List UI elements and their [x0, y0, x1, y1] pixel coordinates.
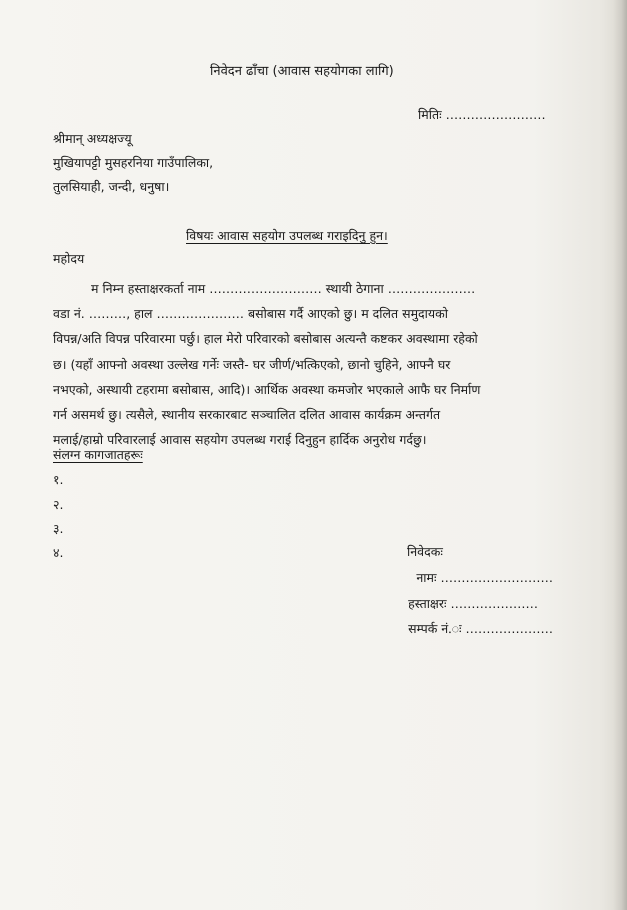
recipient-line-3: तुलसियाही, जन्दी, धनुषा। — [53, 179, 170, 194]
salutation: महोदय — [53, 251, 85, 266]
body-line: नभएको, अस्थायी टहरामा बसोबास, आदि)। आर्थिक अवस्था कमजोर भएकाले आफै घर निर्माण — [53, 381, 481, 397]
attachment-number: १. — [53, 472, 64, 487]
body-line: वडा नं. ………, हाल ………………… बसोबास गर्दै आएको छु। म दलित समुदायको — [53, 306, 449, 322]
attachment-number: ३. — [53, 521, 64, 536]
body-line: मलाई/हाम्रो परिवारलाई आवास सहयोग उपलब्ध गराई दिनुहुन हार्दिक अनुरोध गर्दछु। — [53, 432, 427, 448]
attachment-number: ४. — [53, 545, 64, 560]
applicant-signature-line: हस्ताक्षरः ………………… — [408, 596, 538, 611]
recipient-line-2: मुखियापट्टी मुसहरनिया गाउँपालिका, — [53, 155, 214, 170]
body-paragraph — [53, 276, 573, 452]
body-line: गर्न असमर्थ छु। त्यसैले, स्थानीय सरकारबाट सञ्चालित दलित आवास कार्यक्रम अन्तर्गत — [53, 407, 441, 423]
date-line: मितिः …………………… — [418, 107, 546, 122]
applicant-name-line: नामः ……………………… — [416, 570, 553, 585]
applicant-label: निवेदकः — [407, 544, 443, 559]
body-line: छ। (यहाँ आफ्नो अवस्था उल्लेख गर्नेः जस्तै- घर जीर्ण/भत्किएको, छानो चुहिने, आफ्नै घर — [53, 356, 451, 372]
applicant-contact-line: सम्पर्क नं.ः ………………… — [408, 621, 553, 636]
attachments-heading: संलग्न कागजातहरूः — [53, 447, 143, 462]
recipient-line-1: श्रीमान् अध्यक्षज्यू — [53, 131, 132, 146]
page-edge-shadow — [613, 0, 627, 910]
body-line: म निम्न हस्ताक्षरकर्ता नाम ……………………… स्थायी ठेगाना ………………… — [91, 281, 476, 296]
attachment-number: २. — [53, 497, 64, 512]
body-line: विपन्न/अति विपन्न परिवारमा पर्छु। हाल मेरो परिवारको बसोबास अत्यन्तै कष्टकर अवस्थामा रहेको — [53, 331, 478, 347]
document-title: निवेदन ढाँचा (आवास सहयोगका लागि) — [210, 64, 394, 79]
subject-line: विषयः आवास सहयोग उपलब्ध गराइदिनु हुन। — [186, 228, 388, 243]
